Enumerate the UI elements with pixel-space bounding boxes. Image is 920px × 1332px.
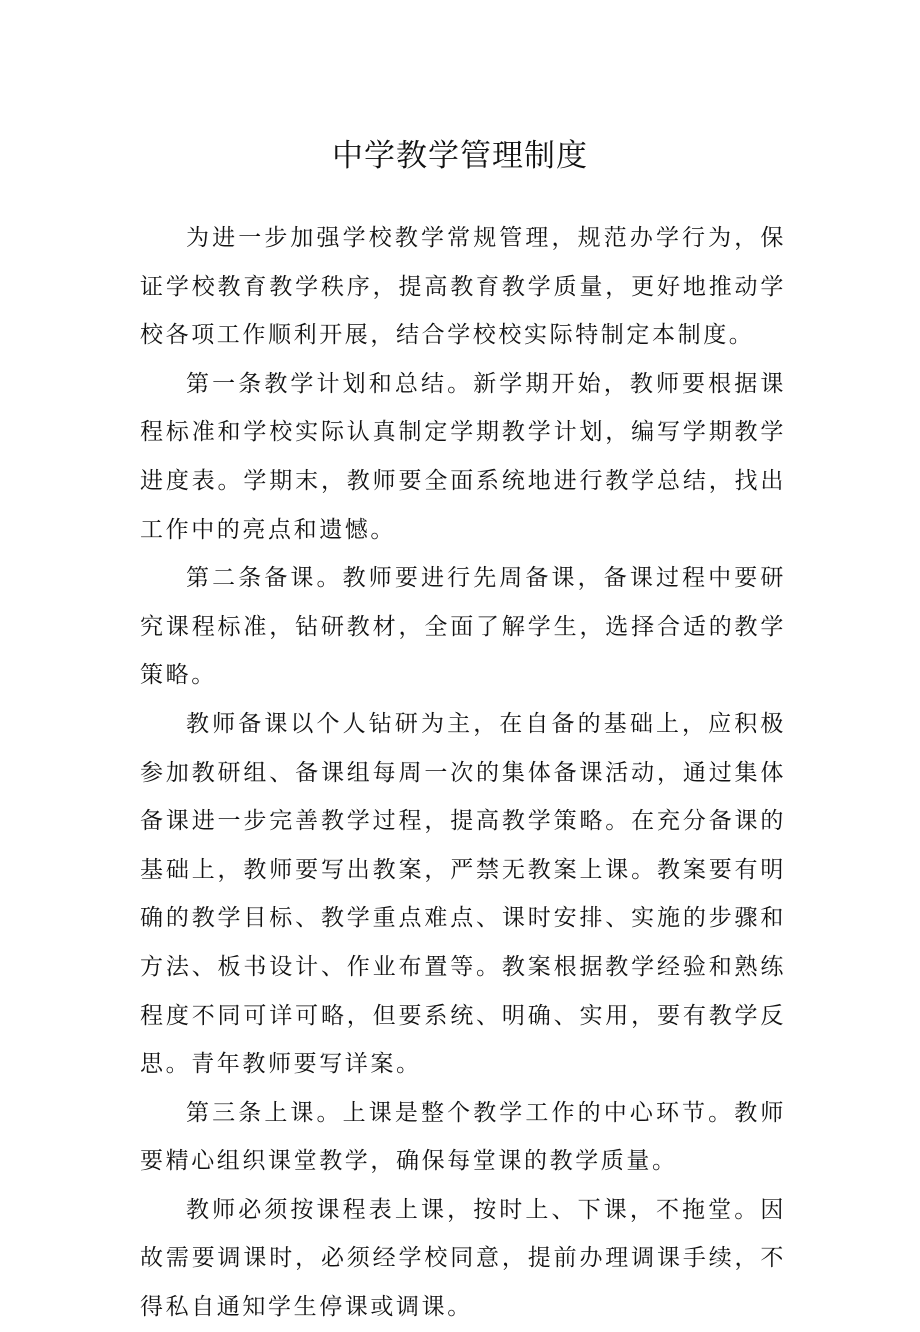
paragraph-article-3: 第三条上课。上课是整个教学工作的中心环节。教师要精心组织课堂教学，确保每堂课的教学质量。 xyxy=(140,1099,786,1175)
paragraph-class-schedule: 教师必须按课程表上课，按时上、下课，不拖堂。因故需要调课时，必须经学校同意，提前办理调课手续，不得私自通知学生停课或调课。 xyxy=(140,1196,786,1321)
paragraph-article-1: 第一条教学计划和总结。新学期开始，教师要根据课程标准和学校实际认真制定学期教学计划，编写学期教学进度表。学期末，教师要全面系统地进行教学总结，找出工作中的亮点和遗憾。 xyxy=(140,370,786,543)
paragraph-intro: 为进一步加强学校教学常规管理，规范办学行为，保证学校教育教学秩序，提高教育教学质量，更好地推动学校各项工作顺利开展，结合学校校实际特制定本制度。 xyxy=(140,225,786,349)
document-body xyxy=(140,214,786,1332)
paragraph-lesson-prep: 教师备课以个人钻研为主，在自备的基础上，应积极参加教研组、备课组每周一次的集体备课活动，通过集体备课进一步完善教学过程，提高教学策略。在充分备课的基础上，教师要写出教案，严禁无教案上课。教案要有明确的教学目标、教学重点难点、课时安排、实施的步骤和方法、板书设计、作业布置等。教案根据教学经验和熟练程度不同可详可略，但要系统、明确、实用，要有教学反思。青年教师要写详案。 xyxy=(140,710,786,1078)
paragraph-article-2: 第二条备课。教师要进行先周备课，备课过程中要研究课程标准，钻研教材，全面了解学生，选择合适的教学策略。 xyxy=(140,565,786,689)
document-title: 中学教学管理制度 xyxy=(332,138,588,174)
